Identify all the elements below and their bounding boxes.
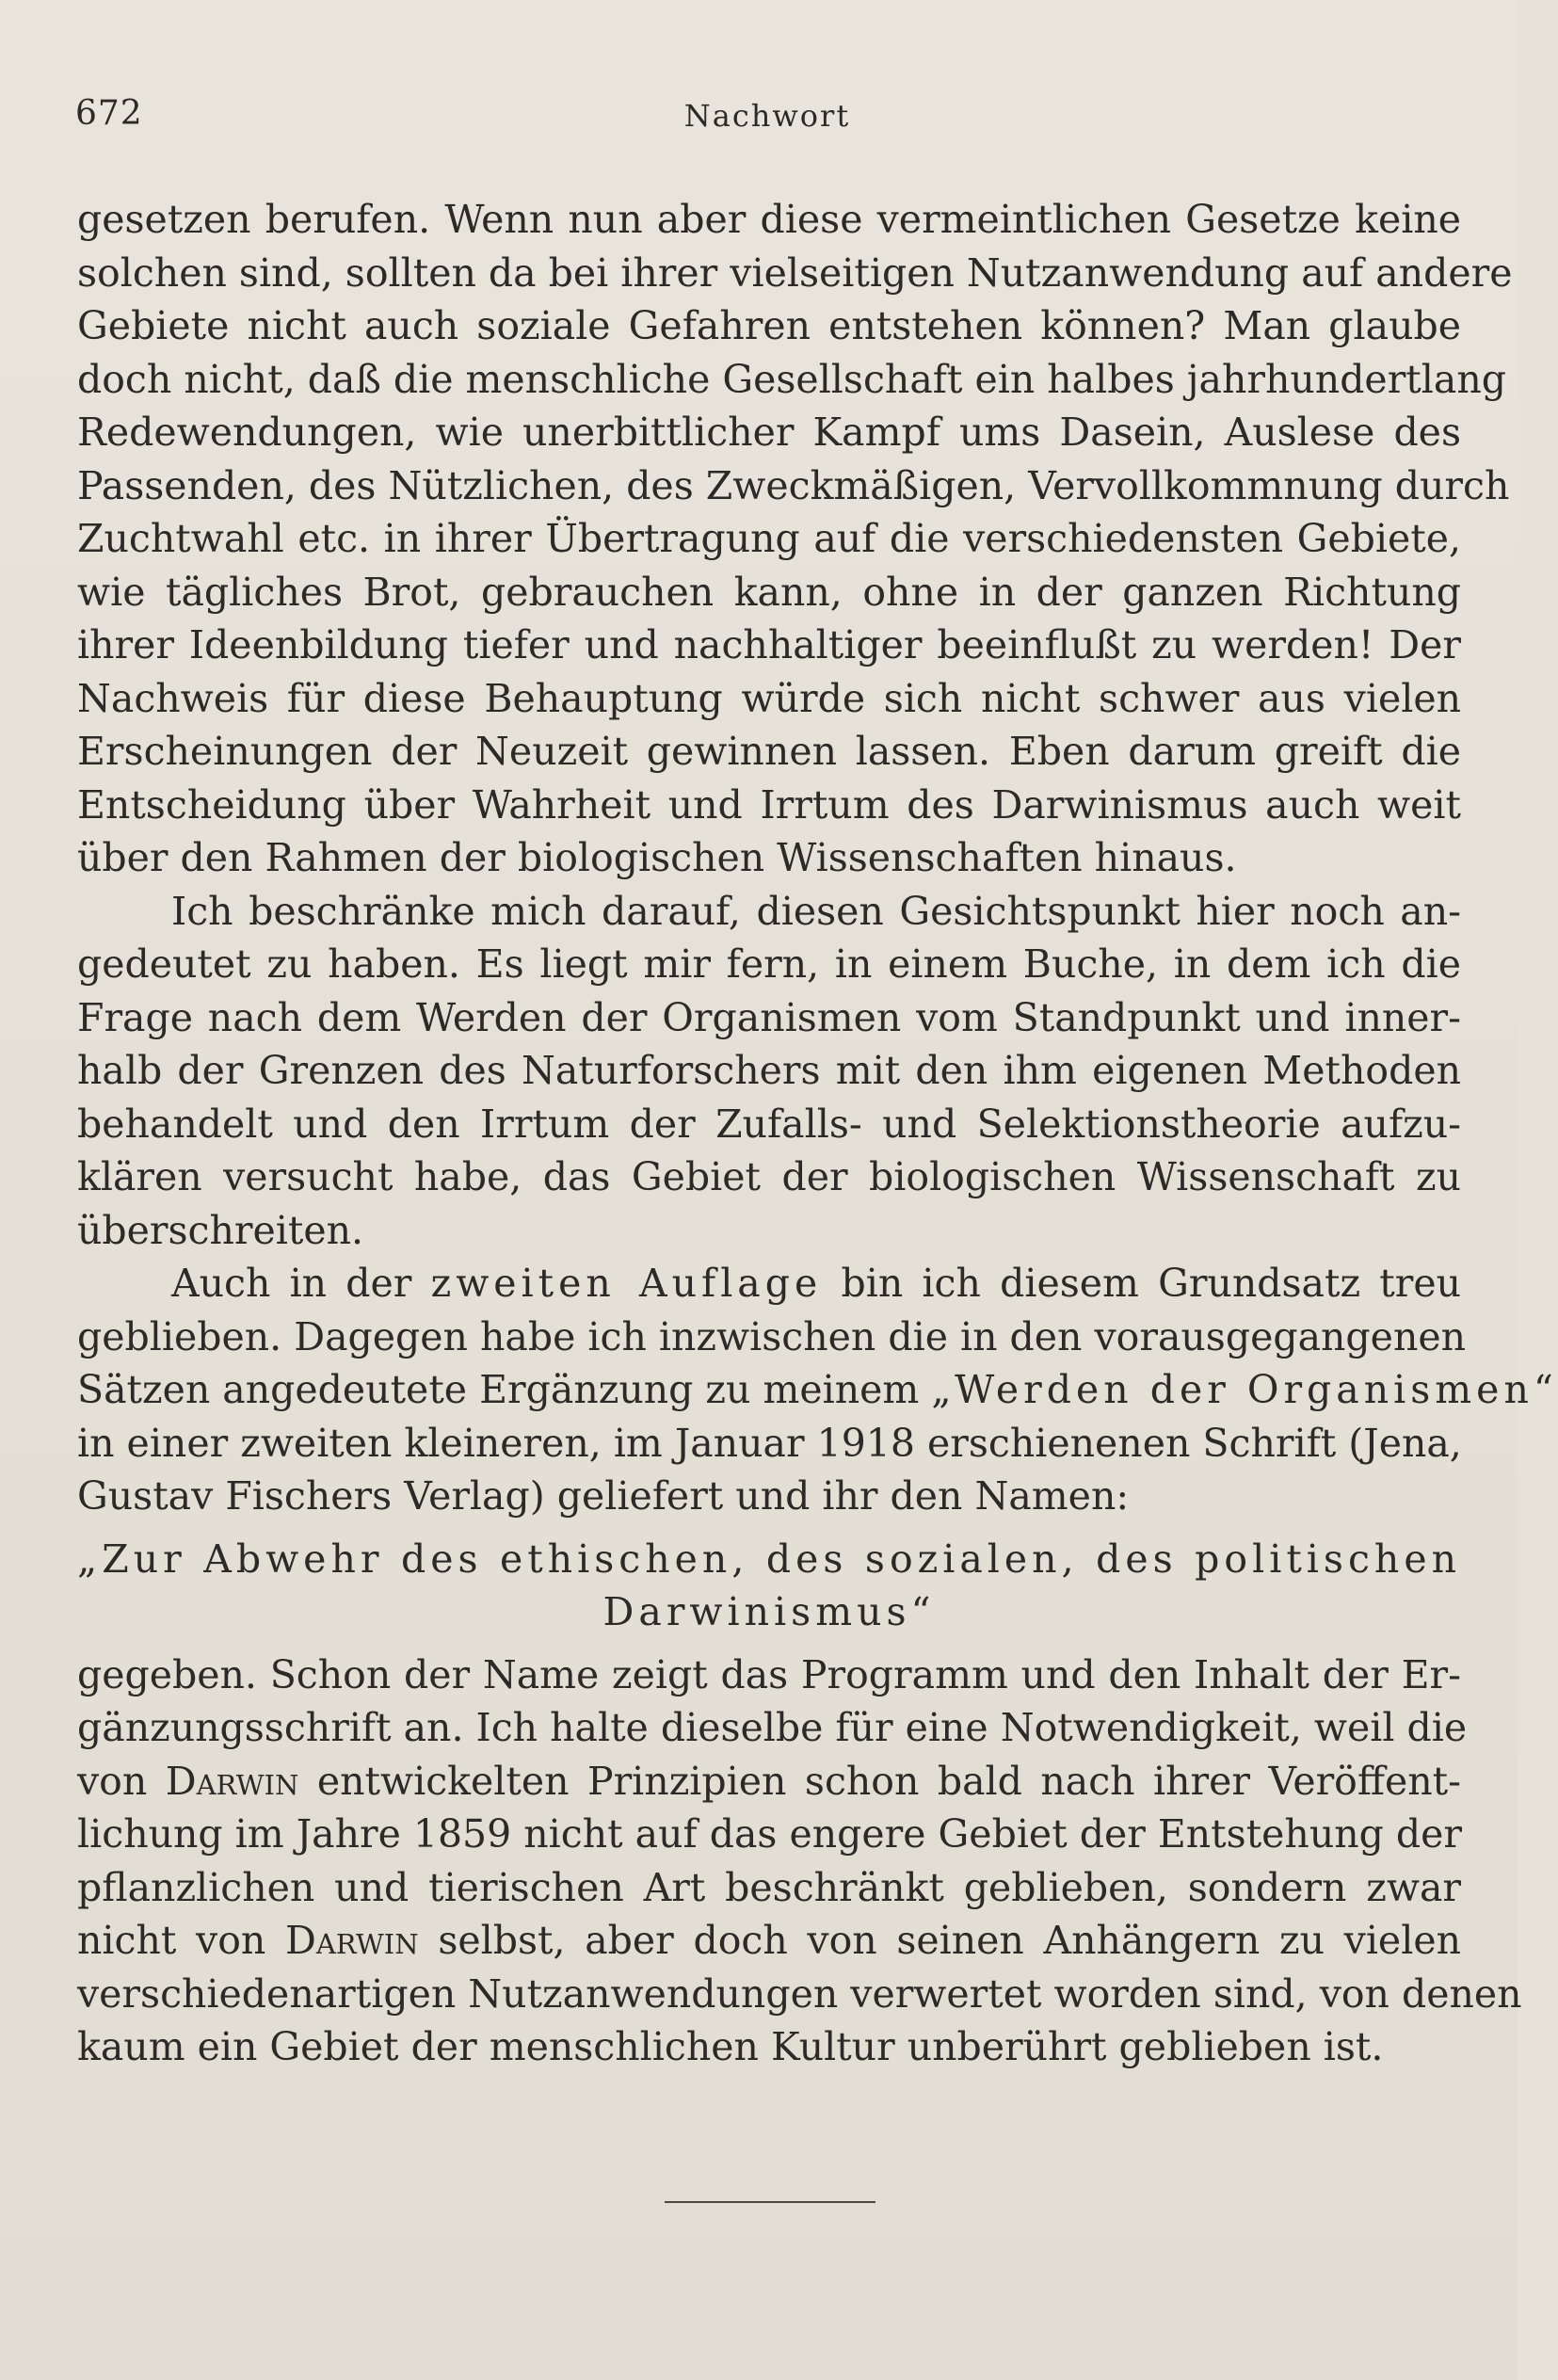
text-line bbox=[77, 1755, 1461, 1809]
text-line: gegeben. Schon der Name zeigt das Programm und den Inhalt der Er- bbox=[77, 1651, 1461, 1697]
text-line: über den Rahmen der biologischen Wissenschaften hinaus. bbox=[77, 835, 1237, 880]
text-fragment: nicht von bbox=[77, 1918, 266, 1963]
running-head: Nachwort bbox=[683, 98, 851, 134]
text-line: geblieben. Dagegen habe ich inzwischen die in den vorausgegangenen bbox=[77, 1313, 1467, 1359]
text-line: gänzungsschrift an. Ich halte dieselbe für eine Notwendigkeit, weil die bbox=[77, 1705, 1468, 1750]
text-line: Erscheinungen der Neuzeit gewinnen lassen. Eben darum greift die bbox=[77, 729, 1461, 774]
text-fragment: von bbox=[77, 1758, 148, 1804]
page-header bbox=[75, 94, 1459, 151]
text-fragment: selbst, aber doch von seinen Anhängern zu vielen bbox=[438, 1918, 1461, 1963]
body-text bbox=[77, 193, 1558, 2074]
text-line: gedeutet zu haben. Es liegt mir fern, in einem Buche, in dem ich die bbox=[77, 941, 1461, 987]
text-line: verschiedenartigen Nutzanwendungen verwertet worden sind, von denen bbox=[77, 1970, 1522, 2017]
text-fragment: Sätzen angedeutete Ergänzung zu meinem bbox=[77, 1367, 920, 1412]
text-line: überschreiten. bbox=[77, 1207, 364, 1253]
text-line: pflanzlichen und tierischen Art beschränkt geblieben, sondern zwar bbox=[77, 1864, 1461, 1910]
text-line: gesetzen berufen. Wenn nun aber diese vermeintlichen Gesetze keine bbox=[77, 197, 1461, 242]
text-line: Ich beschränke mich darauf, diesen Gesichtspunkt hier noch an- bbox=[171, 888, 1461, 934]
paragraph-4 bbox=[77, 1648, 1522, 2074]
text-line bbox=[77, 1363, 1558, 1417]
end-rule bbox=[665, 2201, 875, 2203]
text-line: Entscheidung über Wahrheit und Irrtum des Darwinismus auch weit bbox=[77, 781, 1461, 828]
text-line: Passenden, des Nützlichen, des Zweckmäßigen, Vervollkommnung durch bbox=[77, 462, 1510, 508]
paragraph-2 bbox=[77, 885, 1461, 1258]
text-fragment: entwickelten Prinzipien schon bald nach ihrer Veröffent- bbox=[316, 1758, 1461, 1804]
title-line: Darwinismus“ bbox=[602, 1589, 936, 1634]
text-line: lichung im Jahre 1859 nicht auf das engere Gebiet der Entstehung der bbox=[77, 1811, 1463, 1857]
text-line: Frage nach dem Werden der Organismen vom Standpunkt und inner- bbox=[77, 994, 1461, 1040]
page-number: 672 bbox=[75, 94, 143, 133]
text-line: wie tägliches Brot, gebrauchen kann, ohne in der ganzen Richtung bbox=[77, 569, 1461, 615]
text-line: Redewendungen, wie unerbittlicher Kampf ums Dasein, Auslese des bbox=[77, 410, 1461, 455]
emphasis-text: zweiten Auflage bbox=[430, 1261, 823, 1306]
text-line: solchen sind, sollten da bei ihrer vielseitigen Nutzanwendung auf andere bbox=[77, 249, 1513, 296]
text-line: Zuchtwahl etc. in ihrer Übertragung auf die verschiedensten Gebiete, bbox=[77, 516, 1461, 561]
title-line: „Zur Abwehr des ethischen, des sozialen, des politischen bbox=[77, 1536, 1461, 1582]
text-fragment: Auch in der bbox=[171, 1261, 412, 1306]
quoted-title bbox=[77, 1533, 1461, 1639]
paragraph-1 bbox=[77, 193, 1513, 885]
text-fragment: bin ich diesem Grundsatz treu bbox=[841, 1261, 1461, 1306]
text-line: kaum ein Gebiet der menschlichen Kultur unberührt geblieben ist. bbox=[77, 2024, 1384, 2069]
text-line: Gebiete nicht auch soziale Gefahren entstehen können? Man glaube bbox=[77, 303, 1461, 348]
text-line: Nachweis für diese Behauptung würde sich nicht schwer aus vielen bbox=[77, 675, 1461, 721]
text-line: behandelt und den Irrtum der Zufalls- und Selektionstheorie aufzu- bbox=[77, 1101, 1461, 1147]
paragraph-3 bbox=[77, 1257, 1558, 1523]
author-name: Darwin bbox=[165, 1758, 299, 1804]
text-line: halb der Grenzen des Naturforschers mit den ihm eigenen Methoden bbox=[77, 1048, 1461, 1093]
text-line: klären versucht habe, das Gebiet der biologischen Wissenschaft zu bbox=[77, 1154, 1461, 1199]
text-line: Gustav Fischers Verlag) geliefert und ihr den Namen: bbox=[77, 1473, 1130, 1519]
text-line: ihrer Ideenbildung tiefer und nachhaltiger beeinflußt zu werden! Der bbox=[77, 622, 1461, 667]
text-line bbox=[77, 1257, 1461, 1311]
text-line: in einer zweiten kleineren, im Januar 1918 erschienenen Schrift (Jena, bbox=[77, 1420, 1462, 1466]
text-line: doch nicht, daß die menschliche Gesellschaft ein halbes jahrhundertlang bbox=[77, 356, 1506, 402]
text-line bbox=[77, 1914, 1461, 1968]
emphasis-text: „Werden der Organismen“ bbox=[931, 1367, 1558, 1412]
author-name: Darwin bbox=[284, 1918, 419, 1963]
